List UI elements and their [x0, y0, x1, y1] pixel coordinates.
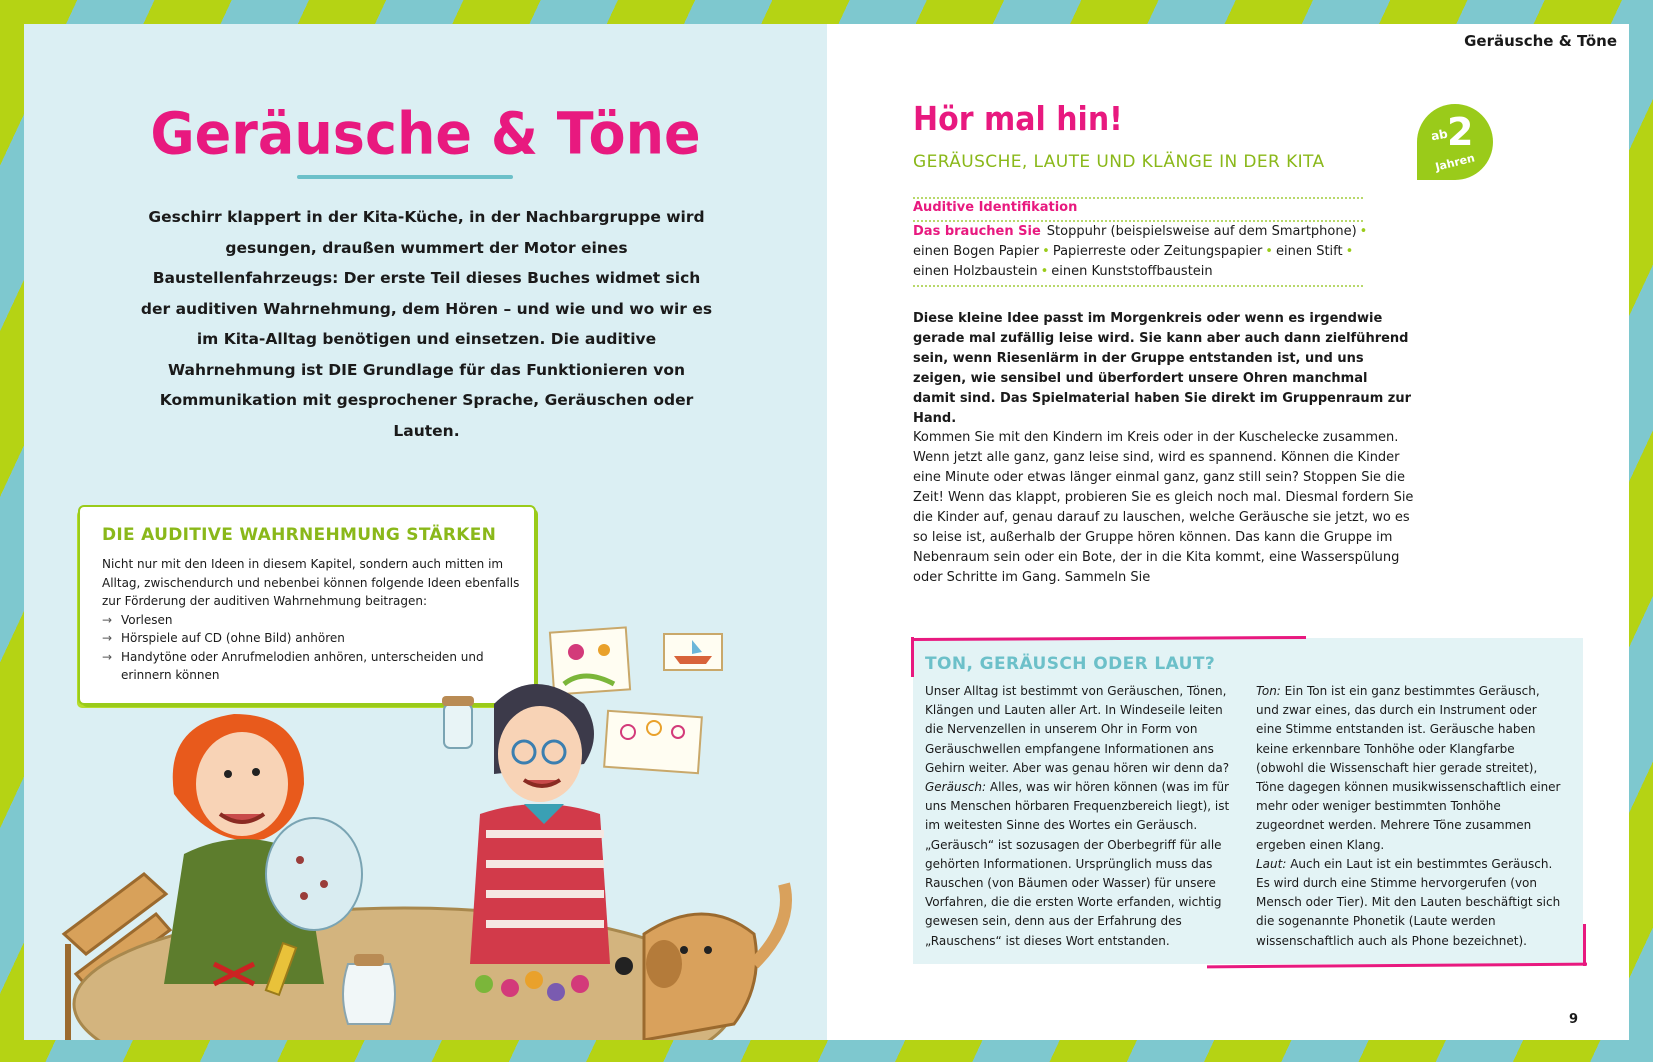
arrow-icon: → [102, 631, 113, 645]
list-item: → Vorlesen [102, 611, 522, 630]
materials-list: Das brauchen Sie Stoppuhr (beispielsweise auf dem Smartphone) • einen Bogen Papier • Papierreste oder Zeitungspapier • einen Stift • einen Holzbaustein • einen Kunststoffbaustein [913, 224, 1368, 279]
wall-drawing-boat [664, 634, 722, 670]
list-item: → Handytöne oder Anrufmelodien anhören, unterscheiden und erinnern können [102, 649, 484, 682]
chapter-title: Geräusche & Töne [150, 99, 701, 168]
children-illustration [24, 604, 827, 1040]
age-badge: ab 2 Jahren [1417, 104, 1493, 180]
body-paragraph: Kommen Sie mit den Kindern im Kreis oder in der Kuschelecke zusammen. Wenn jetzt alle ganz, ganz leise sind, wird es spannend. Können die Kinder eine Minute oder etwas länger einmal ganz, ganz still sein? Stoppen Sie die Zeit! Wenn das klappt, probieren Sie es gleich noch mal. Diesmal fordern Sie die Kinder auf, genau darauf zu lauschen, welche Geräusche sie jetzt, wo es so leise ist, außerhalb der Gruppe hören können. Das kann die Gruppe im Nebenraum sein oder ein Bote, der in die Kita kommt, eine Wasserspülung oder Schritte im Gang. Sammeln Sie [913, 430, 1414, 585]
sidebar-accent-line [1583, 924, 1586, 966]
tip-box-text: Nicht nur mit den Ideen in diesem Kapitel, sondern auch mitten im Alltag, zwischendurch und nebenbei können folgende Ideen ebenfalls zur Förderung der auditiven Wahrnehmung beitragen: [102, 557, 520, 608]
right-page [827, 24, 1629, 1040]
info-sidebar [913, 638, 1583, 964]
idea-title: Hör mal hin! [913, 100, 1123, 139]
wall-drawing-flower [550, 627, 630, 694]
glass-jar [444, 704, 472, 748]
plastic-bag [266, 818, 362, 930]
left-page [24, 24, 827, 1040]
arrow-icon: → [102, 649, 113, 664]
title-underline [297, 175, 513, 179]
category-label: Auditive Identifikation [913, 200, 1078, 215]
sidebar-column-1: Unser Alltag ist bestimmt von Geräuschen, Tönen, Klängen und Lauten aller Art. In Windeseile leiten die Nervenzellen in unserem Ohr in Form von Geräuschwellen empfangene Informationen ans Gehirn weiter. Aber was genau hören wir denn da? Geräusch: Alles, was wir hören können (was im für uns Menschen hörbaren Frequenzbereich liegt), ist im weitesten Sinne des Wortes ein Geräusch. „Geräusch“ ist sozusagen der Oberbegriff für alle gehörten Informationen. Ursprünglich muss das Rauschen (von Bäumen oder Wasser) für unsere Vorfahren, die die ersten Worte erfanden, wichtig gewesen sein, denn aus der Erfahrung des „Rauschens“ ist dieses Wort entstanden. [925, 684, 1230, 948]
running-head: Geräusche & Töne [1464, 32, 1617, 50]
materials-label: Das brauchen Sie [913, 224, 1041, 239]
term-geraeusch: Geräusch: [925, 780, 987, 795]
sidebar-heading: TON, GERÄUSCH ODER LAUT? [925, 654, 1216, 674]
divider [913, 285, 1363, 287]
sidebar-column-2: Ton: Ein Ton ist ein ganz bestimmtes Geräusch, und zwar eines, das durch ein Instrument oder eine Stimme entstanden ist. Geräusche haben keine erkennbare Tonhöhe oder Klangfarbe (obwohl die Wissenschaft hier gerade streitet), Töne dagegen können musikwissenschaftlich einer mehr oder weniger bestimmten Tonhöhe zugeordnet werden. Mehrere Töne zusammen ergeben einen Klang. Laut: Auch ein Laut ist ein bestimmtes Geräusch. Es wird durch eine Stimme hervorgerufen (von Mensch oder Tier). Mit den Lauten beschäftigt sich die sogenannte Phonetik (Laute werden wissenschaftlich auch als Phone bezeichnet). [1256, 684, 1561, 948]
chapter-intro: Geschirr klappert in der Kita-Küche, in der Nachbargruppe wird gesungen, draußen wummert der Motor eines Baustellenfahrzeugs: Der erste Teil dieses Buches widmet sich der auditiven Wahrnehmung, dem Hören – und wie und wo wir es im Kita-Alltag benötigen und einsetzen. Die auditive Wahrnehmung ist DIE Grundlage für das Funktionieren von Kommunikation mit gesprochener Sprache, Geräuschen oder Lauten. [140, 208, 713, 440]
lead-paragraph: Diese kleine Idee passt im Morgenkreis oder wenn es irgendwie gerade mal zufällig leise wird. Sie kann aber auch dann zielführend sein, wenn Riesenlärm in der Gruppe entstanden ist, und uns zeigen, wie sensibel und überfordert unsere Ohren manchmal damit sind. Das Spielmaterial haben Sie direkt im Gruppenraum zur Hand. [913, 311, 1411, 426]
term-laut: Laut: [1256, 856, 1287, 871]
term-ton: Ton: [1256, 684, 1281, 698]
page-number: 9 [1569, 1012, 1579, 1027]
wall-drawing-family [604, 711, 702, 773]
list-item: → Hörspiele auf CD (ohne Bild) anhören [102, 629, 522, 648]
tip-box-heading: DIE AUDITIVE WAHRNEHMUNG STÄRKEN [102, 525, 497, 545]
idea-subtitle: GERÄUSCHE, LAUTE UND KLÄNGE IN DER KITA [913, 152, 1325, 172]
divider [913, 197, 1363, 199]
arrow-icon: → [102, 612, 113, 627]
sidebar-accent-line [911, 637, 914, 677]
